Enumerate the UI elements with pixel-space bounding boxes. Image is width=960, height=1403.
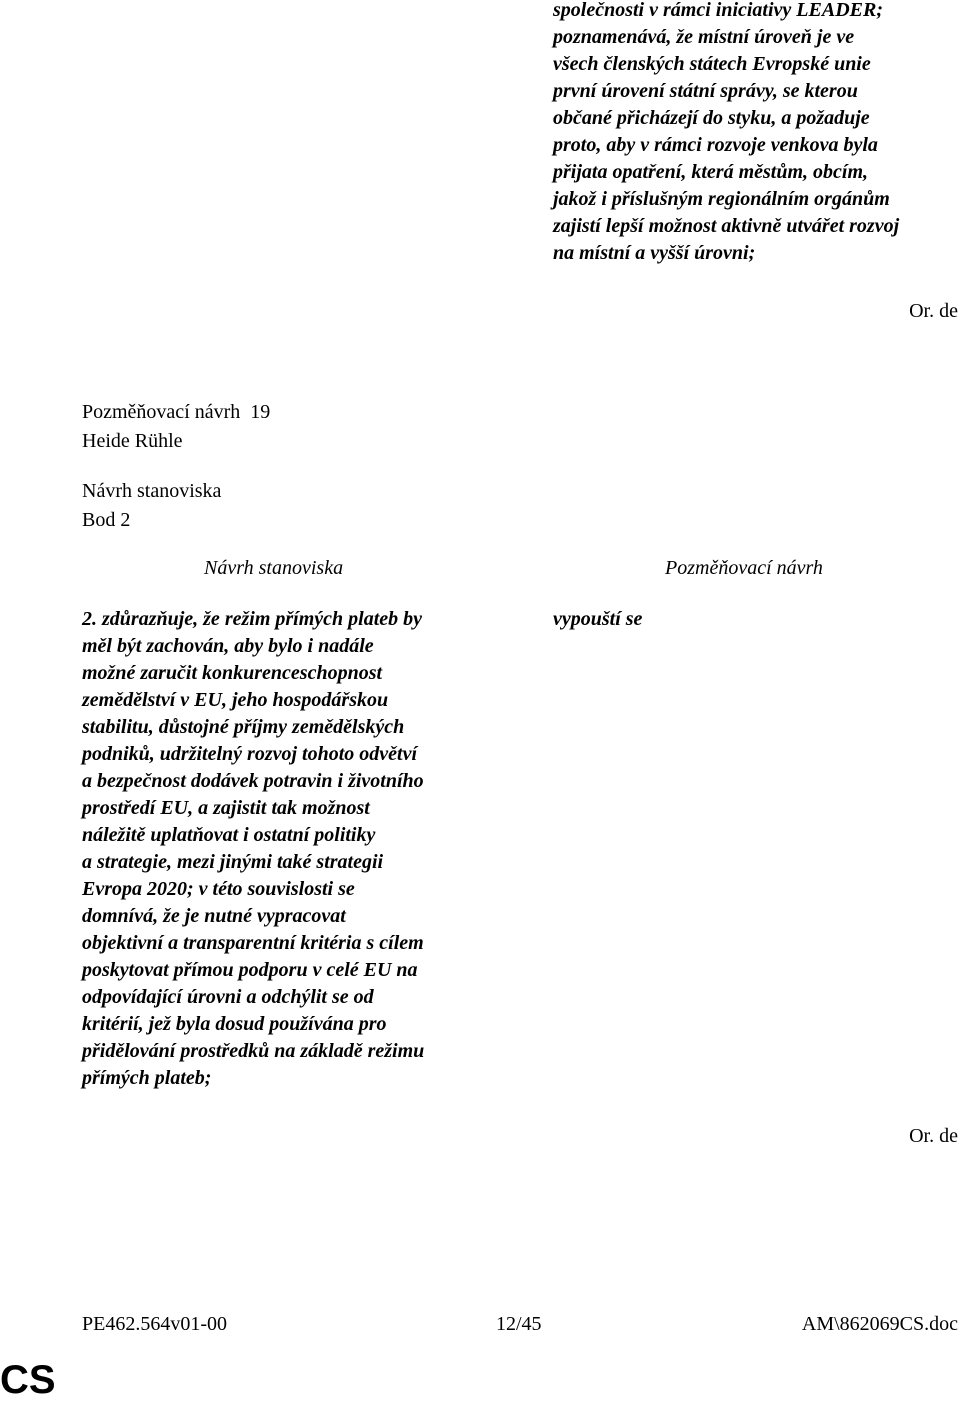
text-line: možné zaručit konkurenceschopnost (82, 662, 383, 684)
text-line: a bezpečnost dodávek potravin i životního (82, 770, 424, 792)
footer-reference: PE462.564v01-00 (82, 1313, 227, 1335)
text-line: stabilitu, důstojné příjmy zemědělských (82, 716, 405, 738)
paragraph-reference: Bod 2 (82, 509, 131, 531)
text-line: přijata opatření, která městům, obcím, (553, 161, 869, 183)
amendment-author: Heide Rühle (82, 430, 183, 452)
text-line: zemědělství v EU, jeho hospodářskou (82, 689, 389, 711)
text-line: jakož i příslušným regionálním orgánům (553, 188, 890, 210)
amendment-number: 19 (250, 401, 271, 423)
text-line: na místní a vyšší úrovni; (553, 242, 756, 264)
column-header-draft-opinion: Návrh stanoviska (204, 557, 344, 579)
text-line: přidělování prostředků na základě režimu (82, 1040, 425, 1062)
text-line: občané přicházejí do styku, a požaduje (553, 107, 870, 129)
text-line: poznamenává, že místní úroveň je ve (553, 26, 855, 48)
amendment-heading (82, 398, 270, 456)
text-line: všech členských státech Evropské unie (553, 53, 871, 75)
draft-opinion-text (82, 606, 502, 1092)
text-line: zajistí lepší možnost aktivně utvářet rozvoj (553, 215, 900, 237)
text-line: společnosti v rámci iniciativy LEADER; (553, 0, 883, 21)
original-language-note: Or. de (909, 300, 958, 322)
text-line: přímých plateb; (82, 1067, 212, 1089)
document-type: Návrh stanoviska (82, 480, 222, 502)
text-line: poskytovat přímou podporu v celé EU na (82, 959, 418, 981)
text-line: Evropa 2020; v této souvislosti se (82, 878, 355, 900)
language-code: CS (0, 1358, 56, 1402)
amendment-label: Pozměňovací návrh (82, 401, 241, 423)
column-header-amendment: Pozměňovací návrh (665, 557, 823, 579)
text-line: prostředí EU, a zajistit tak možnost (82, 797, 370, 819)
text-line: objektivní a transparentní kritéria s cílem (82, 932, 424, 954)
text-line: odpovídající úrovni a odchýlit se od (82, 986, 374, 1008)
text-line: a strategie, mezi jinými také strategii (82, 851, 384, 873)
text-line: domnívá, že je nutné vypracovat (82, 905, 346, 927)
footer-page-number: 12/45 (496, 1313, 542, 1335)
original-language-note: Or. de (909, 1125, 958, 1147)
amendment-text: vypouští se (553, 608, 643, 630)
section-reference (82, 477, 221, 535)
text-line: proto, aby v rámci rozvoje venkova byla (553, 134, 878, 156)
text-line: měl být zachován, aby bylo i nadále (82, 635, 374, 657)
text-line: první úrovení státní správy, se kterou (553, 80, 858, 102)
text-line: podniků, udržitelný rozvoj tohoto odvětví (82, 743, 418, 765)
text-line: kritérií, jež byla dosud používána pro (82, 1013, 387, 1035)
text-line: náležitě uplatňovat i ostatní politiky (82, 824, 376, 846)
footer-document-id: AM\862069CS.doc (801, 1313, 958, 1335)
text-line: 2. zdůrazňuje, že režim přímých plateb by (82, 608, 423, 630)
previous-amendment-text (553, 0, 958, 267)
